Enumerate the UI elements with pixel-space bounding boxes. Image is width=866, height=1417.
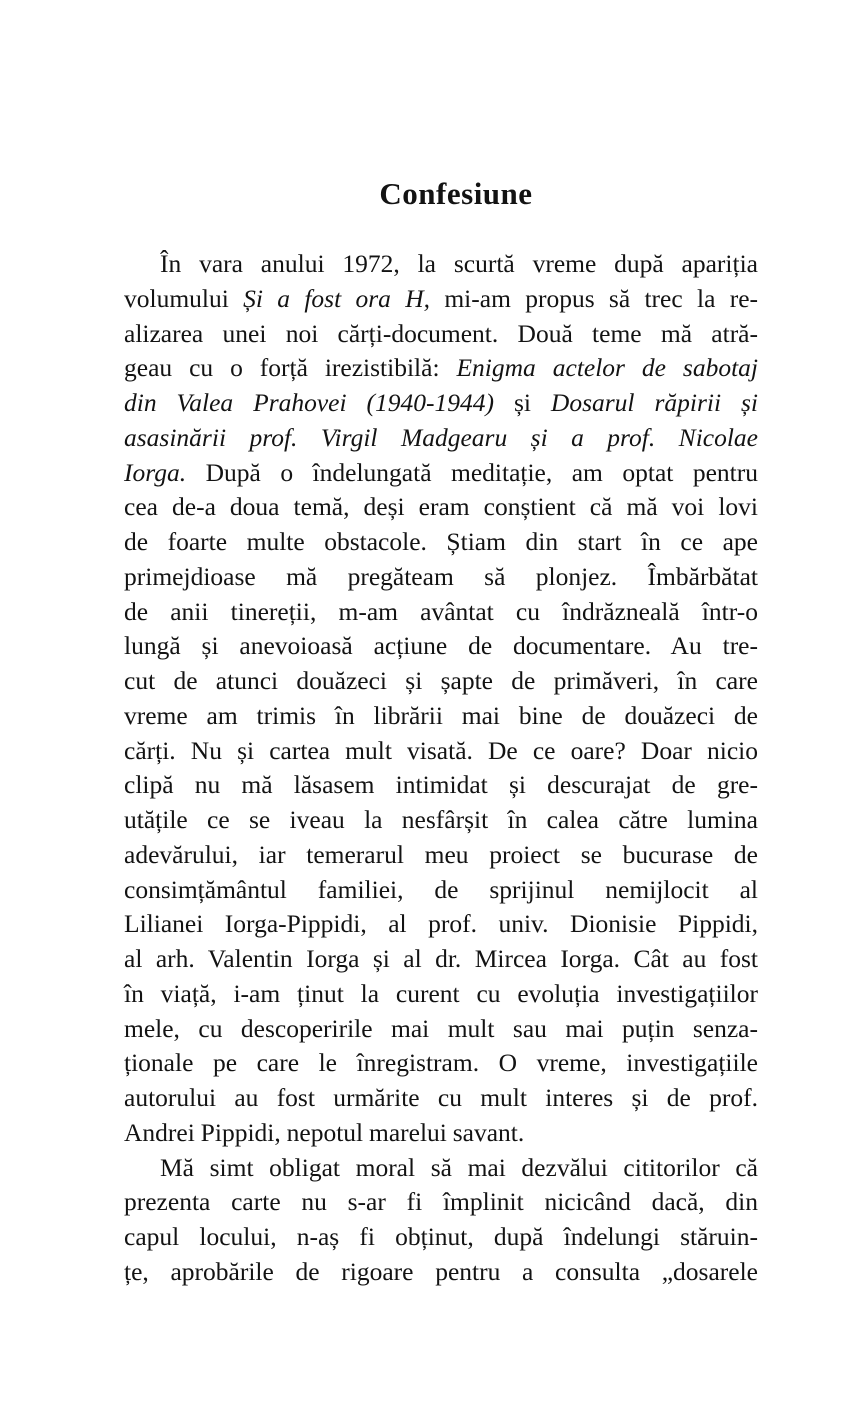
- text-run: consimțământul familiei, de sprijinul nemijlocit al: [124, 874, 758, 904]
- text-run: capul locului, n-aș fi obținut, după îndelungi stăruin-: [124, 1222, 758, 1251]
- italic-text-run: din Valea Prahovei (1940-1944): [124, 388, 495, 417]
- text-run: al arh. Valentin Iorga și al dr. Mircea Iorga. Cât au fost: [124, 944, 758, 973]
- text-run: cut de atunci douăzeci și șapte de primăveri, în care: [124, 666, 758, 695]
- text-line: [124, 560, 758, 595]
- text-run: volumului: [124, 283, 244, 313]
- text-line: [124, 699, 758, 734]
- paragraph: [124, 247, 758, 1151]
- text-run: mele, cu descoperirile mai mult sau mai puțin senza-: [124, 1013, 758, 1043]
- text-run: mi-am propus să trec la re-: [430, 283, 759, 313]
- text-run: Lilianei Iorga-Pippidi, al prof. univ. Dionisie Pippidi,: [124, 909, 758, 939]
- text-run: țe, aprobările de rigoare pentru a consulta „dosarele: [124, 1256, 758, 1286]
- text-line: [124, 595, 758, 630]
- text-run: în viață, i-am ținut la curent cu evoluția investigațiilor: [124, 978, 758, 1008]
- text-run: cea de-a doua temă, deși eram conștient că mă voi lovi: [124, 492, 758, 522]
- text-line: [124, 421, 758, 456]
- text-line: [124, 1255, 758, 1290]
- text-run: lungă și anevoioasă acțiune de documentare. Au tre-: [124, 631, 758, 661]
- text-line: [124, 664, 758, 699]
- text-line: [124, 873, 758, 908]
- text-run: După o îndelungată meditație, am optat pentru: [186, 457, 758, 487]
- text-line: [124, 907, 758, 942]
- text-line: [124, 1151, 758, 1186]
- text-line: [124, 1046, 758, 1081]
- text-line: [124, 282, 758, 317]
- text-run: de foarte multe obstacole. Știam din start în ce ape: [124, 527, 758, 556]
- text-run: cărți. Nu și cartea mult visată. De ce oare? Doar nicio: [124, 735, 758, 765]
- chapter-title: Confesiune: [379, 176, 533, 211]
- text-line: [124, 247, 758, 282]
- text-line: [124, 1012, 758, 1047]
- text-run: adevărului, iar temerarul meu proiect se bucurase de: [124, 839, 758, 869]
- text-line: [124, 490, 758, 525]
- text-run: de anii tinereții, m-am avântat cu îndrăzneală într-o: [124, 596, 758, 626]
- paragraph: [124, 1151, 758, 1290]
- text-run: ționale pe care le înregistram. O vreme, investigațiile: [124, 1048, 758, 1078]
- text-line: [124, 1185, 758, 1220]
- text-line: [124, 942, 758, 977]
- text-line: [124, 734, 758, 769]
- text-run: alizarea unei noi cărți-document. Două teme mă atră-: [124, 318, 758, 348]
- text-run: autorului au fost urmărite cu mult interes și de prof.: [124, 1083, 758, 1112]
- text-run: Andrei Pippidi, nepotul marelui savant.: [124, 1117, 525, 1147]
- text-run: prezenta carte nu s-ar fi împlinit nicicând dacă, din: [124, 1187, 758, 1217]
- italic-text-run: Și a fost ora H,: [243, 283, 431, 313]
- text-run: Mă simt obligat moral să mai dezvălui cititorilor că: [160, 1152, 758, 1182]
- text-line: [124, 803, 758, 838]
- text-line: [124, 1116, 758, 1151]
- italic-text-run: Enigma actelor de sabotaj: [456, 353, 759, 383]
- text-run: clipă nu mă lăsasem intimidat și descurajat de gre-: [124, 770, 758, 800]
- text-line: [124, 317, 758, 352]
- page-column: [124, 176, 758, 1290]
- text-run: primejdioase mă pregăteam să plonjez. Îmbărbătat: [124, 561, 758, 591]
- italic-text-run: Dosarul răpirii și: [550, 388, 758, 417]
- italic-text-run: asasinării prof. Virgil Madgearu și a prof. Nicolae: [124, 422, 758, 452]
- text-line: [124, 1220, 758, 1255]
- text-line: [124, 977, 758, 1012]
- text-run: utățile ce se iveau la nesfârșit în calea către lumina: [124, 805, 758, 834]
- text-line: [124, 768, 758, 803]
- text-run: În vara anului 1972, la scurtă vreme după apariția: [160, 249, 758, 278]
- text-line: [124, 838, 758, 873]
- text-run: vreme am trimis în librării mai bine de douăzeci de: [124, 700, 758, 730]
- text-line: [124, 351, 758, 386]
- text-run: și: [494, 388, 551, 417]
- text-run: geau cu o forță irezistibilă:: [124, 353, 457, 383]
- text-line: [124, 1081, 758, 1116]
- text-line: [124, 629, 758, 664]
- text-line: [124, 525, 758, 560]
- italic-text-run: Iorga.: [124, 457, 187, 487]
- page-body: [124, 247, 758, 1290]
- text-line: [124, 386, 758, 421]
- text-line: [124, 456, 758, 491]
